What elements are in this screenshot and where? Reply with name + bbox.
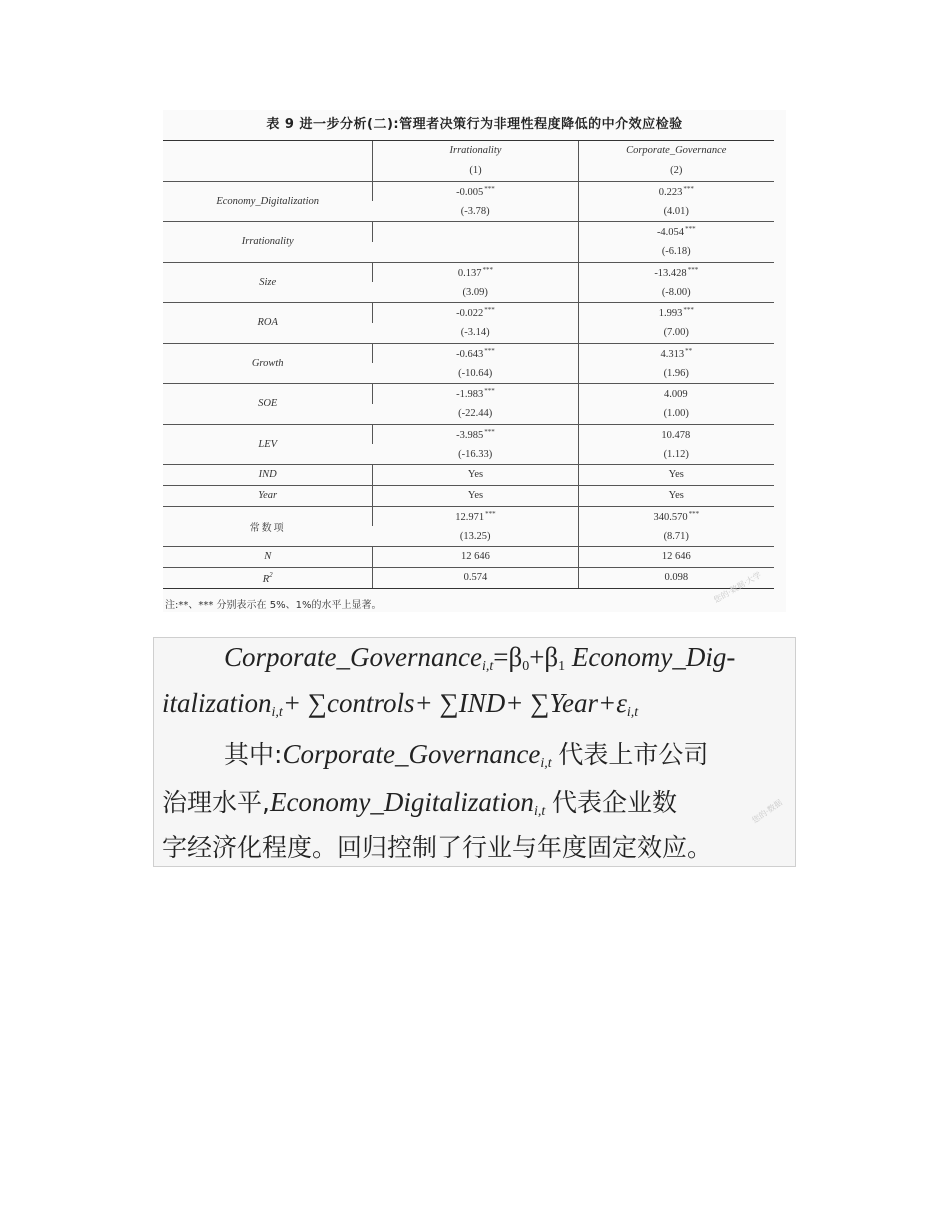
- eq-economy-dig: Economy_Dig-: [571, 642, 736, 672]
- row-label: Growth: [163, 343, 373, 384]
- coef-cell: [578, 384, 774, 404]
- coef-cell: [373, 343, 578, 363]
- superscript: 2: [269, 570, 273, 579]
- coef-cell: [578, 181, 774, 201]
- t-stat-cell: (-22.44): [458, 408, 493, 420]
- column-header: Corporate_Governance: [578, 141, 774, 161]
- p1-cg-sub: i,t: [540, 756, 552, 771]
- table-caption: 表 9 进一步分析(二):管理者决策行为非理性程度降低的中介效应检验: [266, 117, 683, 132]
- eq-beta0-sub: 0: [522, 659, 530, 674]
- significance-stars: ***: [484, 427, 495, 436]
- significance-stars: ***: [683, 306, 694, 315]
- t-stat-cell: (4.01): [578, 201, 774, 221]
- t-stat-cell: (1.96): [578, 363, 774, 383]
- eq-italization: italization: [162, 688, 272, 718]
- column-header: [163, 141, 373, 161]
- coef-cell: [373, 424, 578, 444]
- t-stat-cell: (-10.64): [458, 367, 493, 379]
- table-row: [163, 547, 774, 568]
- p1-cg: Corporate_Governance: [282, 739, 541, 769]
- cell-value: -0.643: [456, 348, 484, 360]
- table-row: [163, 303, 774, 323]
- cell-value: -4.054: [656, 227, 685, 239]
- cell-value: -1.983: [456, 389, 484, 401]
- p1-prefix: 其中:: [224, 740, 283, 769]
- header-row: [163, 141, 774, 161]
- t-stat-cell: (-8.00): [578, 282, 774, 302]
- table-row: [163, 424, 774, 444]
- cell-value: 0.223: [658, 186, 683, 198]
- eq-lhs-sub: i,t: [481, 659, 494, 674]
- coef-cell: [578, 222, 774, 242]
- cell: Yes: [373, 465, 578, 486]
- table-row: [163, 181, 774, 201]
- eq-beta0: =β: [493, 642, 523, 672]
- equation-line-1: [224, 642, 735, 675]
- significance-stars: ***: [482, 265, 494, 274]
- cell-value: -13.428: [654, 267, 687, 279]
- t-stat-cell: (3.09): [462, 286, 488, 298]
- watermark-text-2: 您的·数据: [750, 797, 785, 826]
- eq-lhs: Corporate_Governance: [224, 642, 482, 672]
- eq-eps-sub: i,t: [626, 705, 639, 720]
- cell-value: 0.137: [457, 267, 482, 279]
- significance-stars: ***: [484, 346, 495, 355]
- cell: Yes: [373, 485, 578, 506]
- significance-stars: ***: [687, 265, 699, 274]
- cell-value: -0.022: [456, 308, 484, 320]
- row-label: Year: [163, 485, 373, 506]
- t-stat-cell: (1.12): [578, 444, 774, 464]
- row-label: IND: [163, 465, 373, 486]
- cell-value: -3.985: [456, 429, 484, 441]
- p2-suffix: 代表企业数: [551, 788, 677, 817]
- cell: Yes: [578, 485, 774, 506]
- cell-value: 4.009: [663, 389, 688, 401]
- cell: Yes: [578, 465, 774, 486]
- t-stat-cell: (-16.33): [458, 448, 493, 460]
- significance-stars: ***: [685, 225, 696, 234]
- table-row: [163, 465, 774, 486]
- text-line-3: [224, 735, 708, 772]
- table-note: 注:**、*** 分别表示在 5%、1%的水平上显著。: [165, 600, 382, 611]
- t-stat-cell: (7.00): [578, 323, 774, 343]
- coef-cell: [373, 384, 578, 404]
- p2-ed: Economy_Digitalization: [269, 787, 534, 817]
- coef-cell: [373, 506, 578, 526]
- t-stat-cell: (1.00): [578, 404, 774, 424]
- significance-stars: ***: [683, 184, 694, 193]
- t-stat-cell: (8.71): [578, 526, 774, 546]
- text-line-5: [162, 828, 712, 864]
- cell: 0.574: [373, 567, 578, 588]
- text-line-4: [162, 783, 677, 820]
- cell-value: 1.993: [658, 308, 683, 320]
- table-row: [163, 567, 774, 588]
- cell-value: -0.005: [456, 186, 484, 198]
- t-stat-cell: (-3.14): [460, 327, 490, 339]
- table-row: [163, 506, 774, 526]
- cell: 12 646: [373, 547, 578, 568]
- cell-value: 10.478: [661, 429, 691, 441]
- coef-cell: [373, 303, 578, 323]
- coef-cell: [578, 303, 774, 323]
- t-stat-cell: (-3.78): [460, 205, 490, 217]
- significance-stars: ***: [484, 387, 495, 396]
- column-number-row: [163, 161, 774, 181]
- coef-cell: [578, 343, 774, 363]
- column-number: [163, 161, 373, 181]
- column-number: (2): [578, 161, 774, 181]
- equation-text-image: [153, 637, 796, 867]
- cell-value: 12.971: [455, 511, 485, 523]
- row-label: Size: [163, 262, 373, 303]
- row-label: $R^2$: [163, 567, 373, 588]
- table-row: [163, 262, 774, 282]
- p1-suffix: 代表上市公司: [558, 740, 709, 769]
- eq-beta1-sub: 1: [558, 659, 566, 674]
- regression-table-image: [163, 110, 786, 612]
- table-row: [163, 222, 774, 242]
- cell: 12 646: [578, 547, 774, 568]
- watermark-text: 您的·数据·大学: [712, 570, 763, 605]
- row-label: ROA: [163, 303, 373, 344]
- p2-prefix: 治理水平,: [162, 788, 270, 817]
- significance-stars: ***: [688, 509, 700, 518]
- coef-cell: [373, 222, 578, 242]
- t-stat-cell: [373, 242, 578, 262]
- cell: 0.098: [578, 567, 774, 588]
- regression-table: [163, 140, 774, 589]
- significance-stars: ***: [485, 509, 496, 518]
- row-label: Irrationality: [163, 222, 373, 263]
- table-row: [163, 343, 774, 363]
- column-header: Irrationality: [373, 141, 578, 161]
- table-row: [163, 485, 774, 506]
- p3: 字经济化程度。回归控制了行业与年度固定效应。: [162, 833, 713, 862]
- eq-italization-sub: i,t: [271, 705, 283, 720]
- coef-cell: [578, 506, 774, 526]
- table-row: [163, 384, 774, 404]
- equation-line-2: [162, 688, 638, 721]
- significance-stars: ***: [484, 306, 495, 315]
- coef-cell: [373, 181, 578, 201]
- row-label: 常数项: [163, 506, 373, 547]
- coef-cell: [578, 424, 774, 444]
- row-label: SOE: [163, 384, 373, 425]
- coef-cell: [373, 262, 578, 282]
- row-label: LEV: [163, 424, 373, 465]
- cell-value: 4.313: [660, 348, 685, 360]
- eq-beta1: +β: [529, 642, 559, 672]
- p2-ed-sub: i,t: [533, 804, 546, 819]
- significance-stars: **: [685, 346, 693, 355]
- t-stat-cell: (13.25): [459, 530, 491, 542]
- eq-controls: + ∑controls+ ∑IND+ ∑Year+ε: [282, 688, 627, 718]
- t-stat-cell: (-6.18): [578, 242, 774, 262]
- cell-value: 340.570: [653, 511, 688, 523]
- row-label: Economy_Digitalization: [163, 181, 373, 222]
- row-label: N: [163, 547, 373, 568]
- column-number: (1): [373, 161, 578, 181]
- significance-stars: ***: [484, 184, 495, 193]
- coef-cell: [578, 262, 774, 282]
